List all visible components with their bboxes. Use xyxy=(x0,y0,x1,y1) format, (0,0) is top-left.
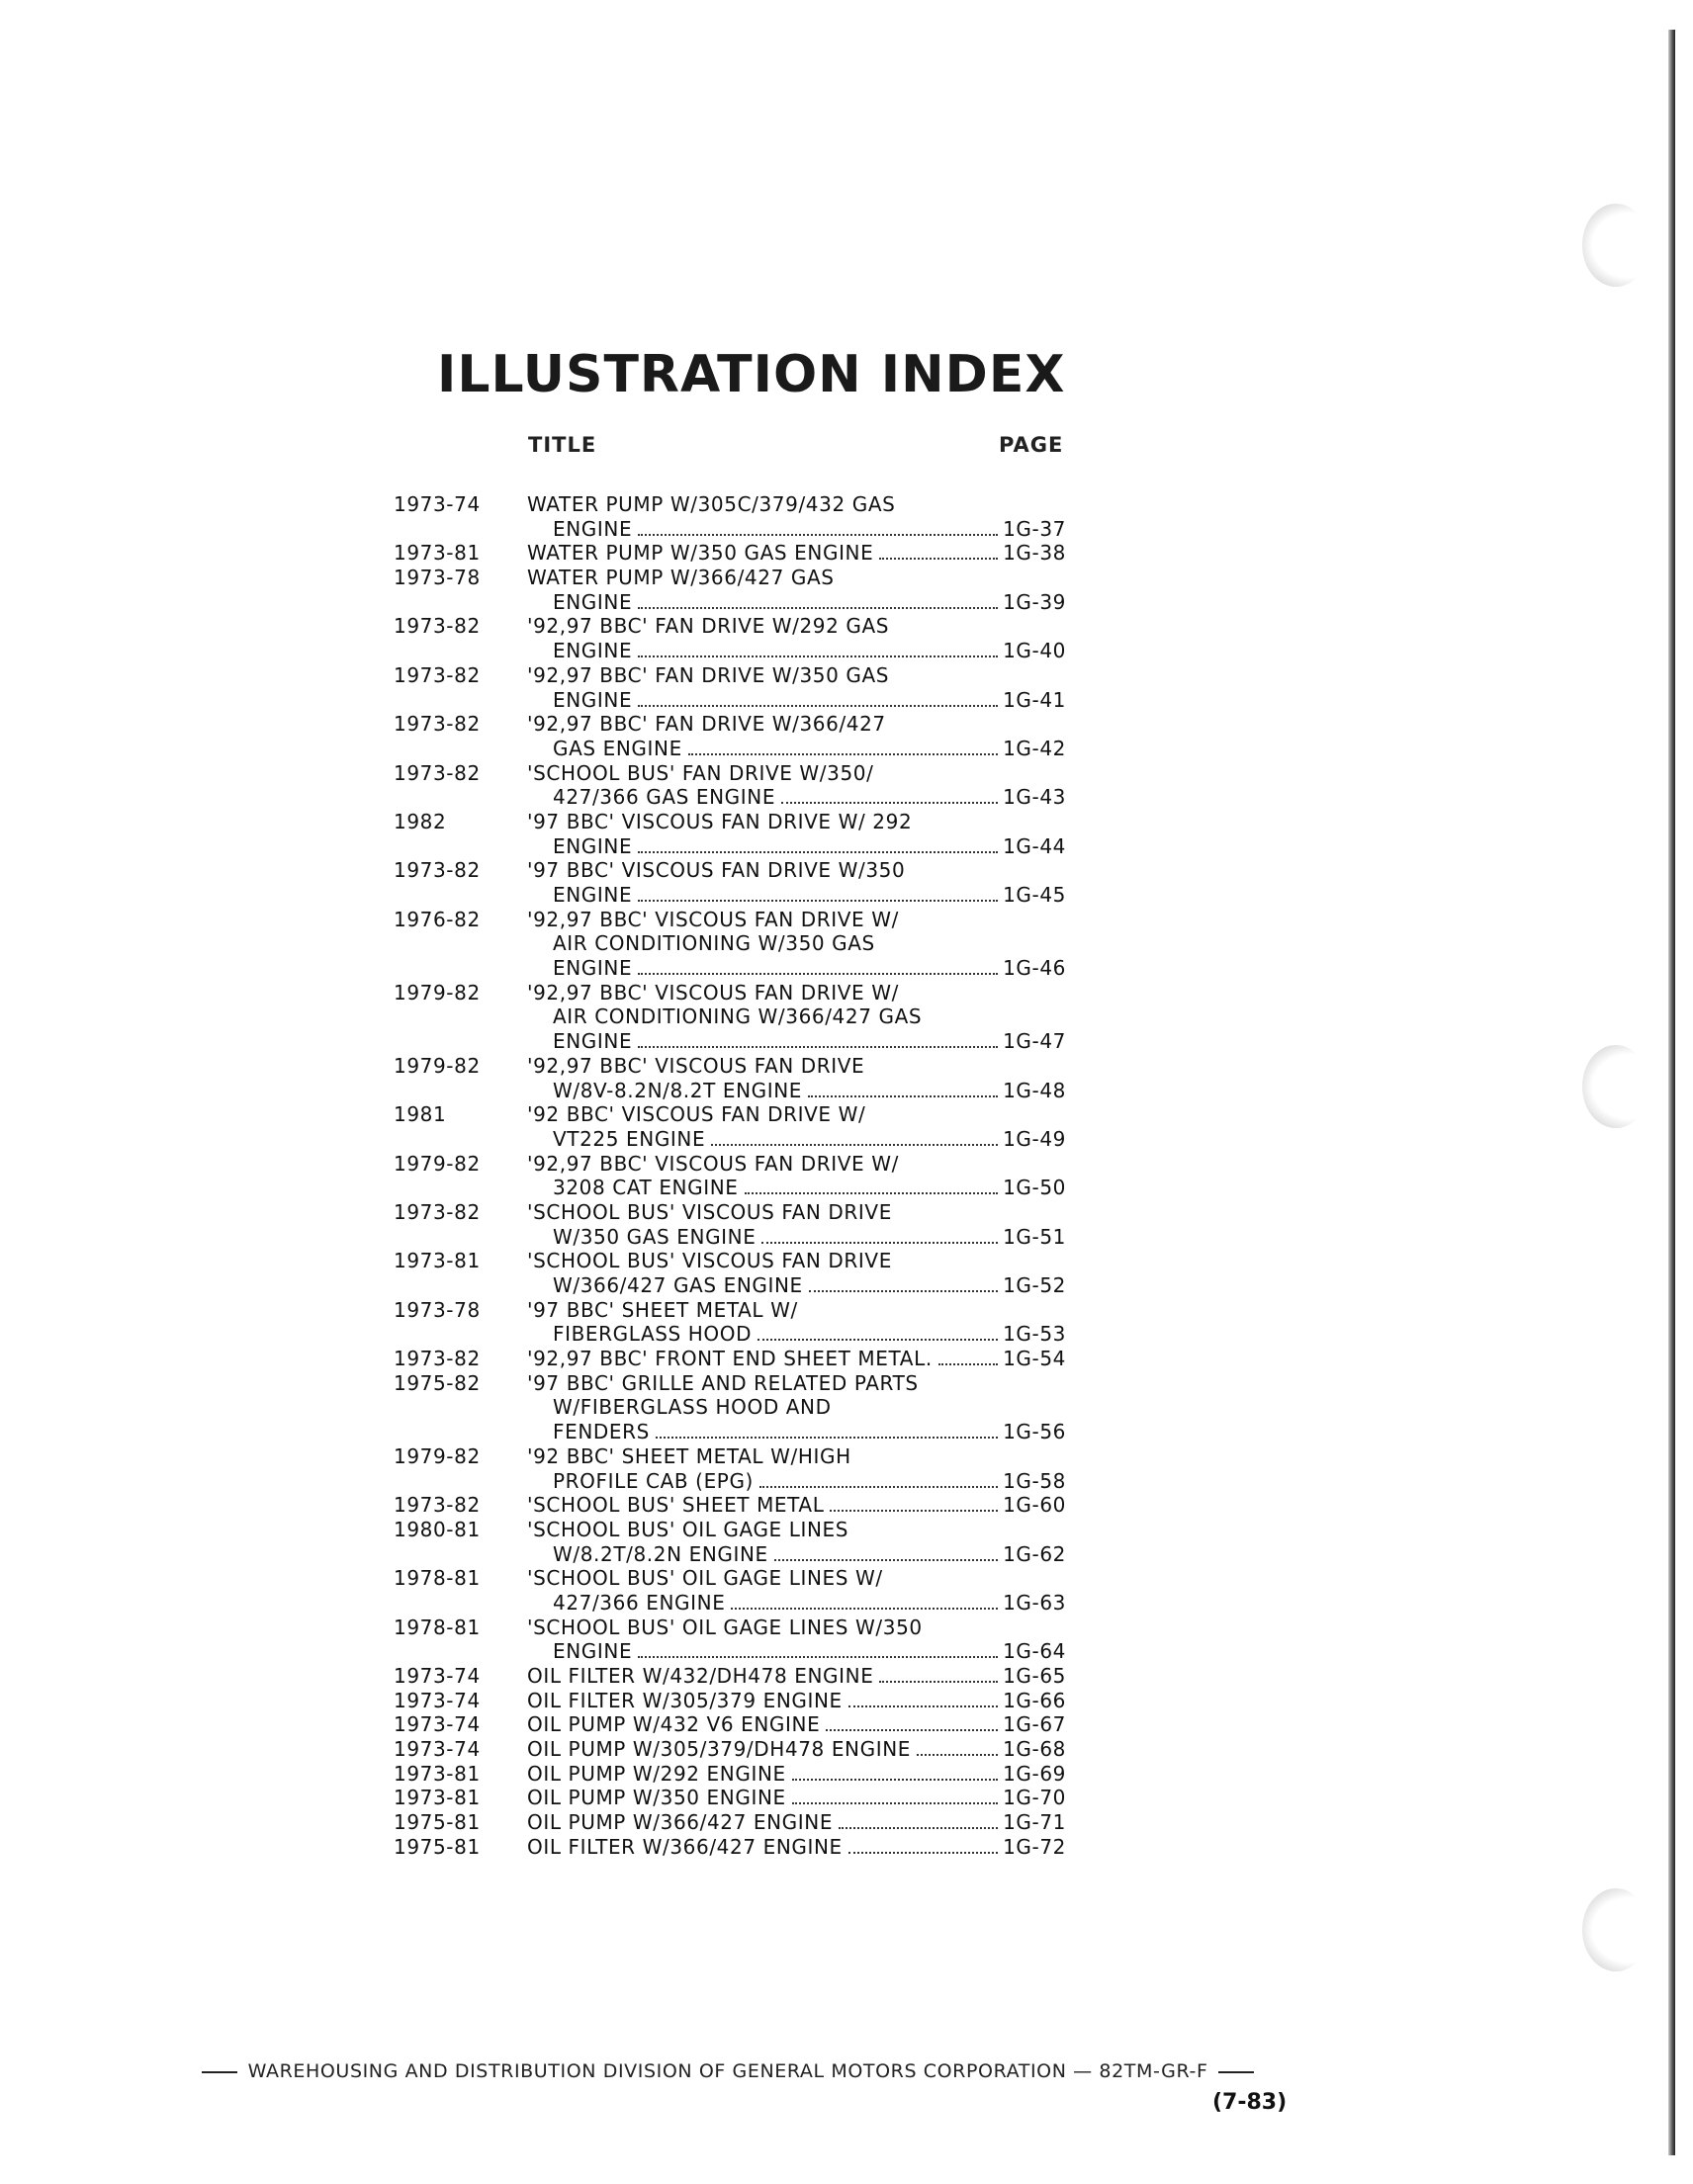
entry-title xyxy=(527,810,1066,858)
year-range: 1979-82 xyxy=(394,1151,481,1176)
title-line xyxy=(527,1371,1066,1396)
entry-title xyxy=(527,1835,1066,1860)
title-line xyxy=(527,1395,1066,1420)
title-text: '92,97 BBC' VISCOUS FAN DRIVE W/ xyxy=(527,907,899,931)
title-line xyxy=(527,981,1066,1005)
entry-title xyxy=(527,1664,1066,1689)
year-range: 1973-82 xyxy=(394,1493,481,1518)
title-line xyxy=(527,1005,1066,1029)
page-number: 1G-51 xyxy=(1003,1224,1066,1249)
title-line xyxy=(527,541,1066,566)
year-range: 1973-78 xyxy=(394,566,481,590)
title-line xyxy=(527,1054,1066,1079)
binder-hole xyxy=(1582,1888,1649,1971)
index-row xyxy=(394,663,1066,712)
dot-leader xyxy=(830,1510,998,1512)
year-range: 1973-81 xyxy=(394,1249,481,1273)
index-row xyxy=(394,1444,1066,1493)
dot-leader xyxy=(808,1095,998,1097)
title-line xyxy=(527,1127,1066,1152)
title-text: OIL FILTER W/366/427 ENGINE xyxy=(527,1834,843,1859)
footer-text: WAREHOUSING AND DISTRIBUTION DIVISION OF GENERAL MOTORS CORPORATION — 82TM-GR-F xyxy=(247,2060,1208,2082)
year-range: 1981 xyxy=(394,1102,447,1127)
index-row xyxy=(394,1493,1066,1518)
dot-leader xyxy=(879,558,998,560)
index-row xyxy=(394,1371,1066,1444)
title-text: ENGINE xyxy=(553,687,633,712)
entry-title xyxy=(527,541,1066,566)
entry-title xyxy=(527,1518,1066,1566)
page-number: 1G-50 xyxy=(1003,1176,1066,1200)
title-text: ENGINE xyxy=(553,1639,633,1664)
page-number: 1G-71 xyxy=(1003,1810,1066,1835)
dot-leader xyxy=(759,1486,998,1488)
title-text: ENGINE xyxy=(553,956,633,981)
title-text: '92,97 BBC' FRONT END SHEET METAL. xyxy=(527,1347,933,1371)
index-row xyxy=(394,614,1066,662)
index-row xyxy=(394,1566,1066,1615)
title-text: ENGINE xyxy=(553,833,633,858)
title-line xyxy=(527,492,1066,517)
title-text: WATER PUMP W/305C/379/432 GAS xyxy=(527,492,896,516)
title-text: ENGINE xyxy=(553,1029,633,1054)
title-line xyxy=(527,1469,1066,1494)
index-row xyxy=(394,1835,1066,1860)
year-range: 1978-81 xyxy=(394,1615,481,1639)
title-line xyxy=(527,883,1066,908)
title-line xyxy=(527,639,1066,663)
page-number: 1G-43 xyxy=(1003,785,1066,810)
year-range: 1979-82 xyxy=(394,1053,481,1078)
year-range: 1973-82 xyxy=(394,712,481,737)
binder-hole xyxy=(1582,204,1649,287)
entry-title xyxy=(527,1347,1066,1371)
title-text: OIL PUMP W/305/379/DH478 ENGINE xyxy=(527,1737,912,1762)
page-number: 1G-48 xyxy=(1003,1078,1066,1102)
title-text: '92 BBC' SHEET METAL W/HIGH xyxy=(527,1443,851,1468)
title-line xyxy=(527,1249,1066,1273)
title-line xyxy=(527,1639,1066,1664)
index-body xyxy=(394,492,1066,1860)
title-line xyxy=(527,931,1066,956)
title-line xyxy=(527,785,1066,810)
title-line xyxy=(527,1273,1066,1298)
index-row xyxy=(394,1054,1066,1102)
entry-title xyxy=(527,1786,1066,1810)
title-text: OIL PUMP W/350 ENGINE xyxy=(527,1786,786,1810)
entry-title xyxy=(527,1444,1066,1493)
page-number: 1G-63 xyxy=(1003,1590,1066,1615)
year-range: 1973-82 xyxy=(394,1347,481,1371)
entry-title xyxy=(527,1152,1066,1200)
year-range: 1973-82 xyxy=(394,662,481,687)
page-number: 1G-69 xyxy=(1003,1761,1066,1786)
title-line xyxy=(527,1518,1066,1542)
entry-title xyxy=(527,908,1066,981)
entry-title xyxy=(527,492,1066,541)
year-range: 1973-82 xyxy=(394,1199,481,1224)
index-row xyxy=(394,712,1066,760)
footer-rule-left xyxy=(202,2071,237,2073)
title-line xyxy=(527,1200,1066,1225)
title-text: ENGINE xyxy=(553,639,633,663)
title-text: W/366/427 GAS ENGINE xyxy=(553,1273,803,1297)
index-row xyxy=(394,1762,1066,1787)
title-text: '92,97 BBC' VISCOUS FAN DRIVE xyxy=(527,1053,865,1078)
index-row xyxy=(394,1712,1066,1737)
title-line xyxy=(527,761,1066,786)
page-number: 1G-52 xyxy=(1003,1273,1066,1297)
page-number: 1G-53 xyxy=(1003,1322,1066,1347)
title-line xyxy=(527,1591,1066,1616)
index-row xyxy=(394,541,1066,566)
year-range: 1973-82 xyxy=(394,760,481,785)
title-text: '97 BBC' VISCOUS FAN DRIVE W/350 xyxy=(527,858,906,883)
title-line xyxy=(527,1664,1066,1689)
dot-leader xyxy=(638,534,998,536)
entry-title xyxy=(527,1493,1066,1518)
title-text: OIL FILTER W/432/DH478 ENGINE xyxy=(527,1664,874,1688)
title-text: '92,97 BBC' VISCOUS FAN DRIVE W/ xyxy=(527,1151,899,1176)
dot-leader xyxy=(774,1559,998,1561)
page-number: 1G-62 xyxy=(1003,1541,1066,1566)
illustration-index-table xyxy=(394,492,1066,1860)
title-line xyxy=(527,810,1066,834)
title-text: OIL PUMP W/432 V6 ENGINE xyxy=(527,1712,821,1737)
year-range: 1973-74 xyxy=(394,1737,481,1762)
dot-leader xyxy=(792,1779,998,1781)
dot-leader xyxy=(792,1802,998,1804)
year-range: 1979-82 xyxy=(394,1443,481,1468)
year-range: 1982 xyxy=(394,809,447,833)
entry-title xyxy=(527,1249,1066,1297)
year-range: 1979-82 xyxy=(394,980,481,1005)
title-line xyxy=(527,517,1066,542)
title-text: AIR CONDITIONING W/350 GAS xyxy=(553,931,875,956)
title-text: 'SCHOOL BUS' VISCOUS FAN DRIVE xyxy=(527,1199,892,1224)
page-number: 1G-70 xyxy=(1003,1786,1066,1810)
title-line xyxy=(527,1835,1066,1860)
title-text: W/350 GAS ENGINE xyxy=(553,1224,757,1249)
year-range: 1973-74 xyxy=(394,1712,481,1737)
index-row xyxy=(394,810,1066,858)
index-row xyxy=(394,1298,1066,1347)
entry-title xyxy=(527,761,1066,810)
title-line xyxy=(527,712,1066,737)
title-line xyxy=(527,858,1066,883)
title-text: 'SCHOOL BUS' OIL GAGE LINES W/ xyxy=(527,1566,883,1591)
dot-leader xyxy=(848,1852,998,1854)
entry-title xyxy=(527,1102,1066,1151)
year-range: 1973-78 xyxy=(394,1297,481,1322)
binder-hole xyxy=(1582,1045,1649,1128)
page-number: 1G-58 xyxy=(1003,1468,1066,1493)
year-range: 1973-81 xyxy=(394,541,481,566)
title-line xyxy=(527,614,1066,639)
page-number: 1G-66 xyxy=(1003,1688,1066,1712)
dot-leader xyxy=(638,655,998,657)
title-line xyxy=(527,1737,1066,1762)
page-number: 1G-45 xyxy=(1003,883,1066,907)
title-text: 'SCHOOL BUS' SHEET METAL xyxy=(527,1493,825,1518)
year-range: 1973-74 xyxy=(394,1664,481,1688)
title-text: 3208 CAT ENGINE xyxy=(553,1176,739,1200)
dot-leader xyxy=(638,851,998,853)
dot-leader xyxy=(781,802,998,804)
title-line xyxy=(527,1079,1066,1103)
title-line xyxy=(527,1444,1066,1469)
title-line xyxy=(527,566,1066,590)
title-text: 427/366 ENGINE xyxy=(553,1590,726,1615)
column-header-title: TITLE xyxy=(528,433,597,457)
dot-leader xyxy=(656,1437,998,1439)
page-number: 1G-40 xyxy=(1003,639,1066,663)
revision-date: (7-83) xyxy=(1212,2090,1288,2115)
dot-leader xyxy=(917,1754,998,1756)
dot-leader xyxy=(757,1339,998,1341)
index-row xyxy=(394,1152,1066,1200)
title-text: OIL FILTER W/305/379 ENGINE xyxy=(527,1688,843,1712)
page-number: 1G-44 xyxy=(1003,833,1066,858)
page-number: 1G-65 xyxy=(1003,1664,1066,1688)
index-row xyxy=(394,1664,1066,1689)
year-range: 1975-81 xyxy=(394,1810,481,1835)
title-line xyxy=(527,1152,1066,1177)
year-range: 1973-82 xyxy=(394,614,481,639)
dot-leader xyxy=(638,607,998,609)
dot-leader xyxy=(638,1656,998,1658)
year-range: 1976-82 xyxy=(394,907,481,931)
entry-title xyxy=(527,1200,1066,1249)
dot-leader xyxy=(638,1046,998,1048)
title-text: WATER PUMP W/350 GAS ENGINE xyxy=(527,541,874,566)
dot-leader xyxy=(638,973,998,975)
index-row xyxy=(394,1102,1066,1151)
title-text: ENGINE xyxy=(553,589,633,614)
year-range: 1973-81 xyxy=(394,1761,481,1786)
index-row xyxy=(394,908,1066,981)
title-line xyxy=(527,1493,1066,1518)
entry-title xyxy=(527,1762,1066,1787)
page-number: 1G-46 xyxy=(1003,956,1066,981)
page-number: 1G-47 xyxy=(1003,1029,1066,1054)
title-line xyxy=(527,1420,1066,1444)
title-text: '97 BBC' SHEET METAL W/ xyxy=(527,1297,798,1322)
title-line xyxy=(527,1689,1066,1713)
title-line xyxy=(527,1029,1066,1054)
page-number: 1G-41 xyxy=(1003,687,1066,712)
page-number: 1G-67 xyxy=(1003,1712,1066,1737)
footer-rule-right xyxy=(1218,2071,1254,2073)
dot-leader xyxy=(638,900,998,902)
entry-title xyxy=(527,1689,1066,1713)
title-text: W/FIBERGLASS HOOD AND xyxy=(553,1395,832,1420)
dot-leader xyxy=(731,1608,998,1610)
year-range: 1973-74 xyxy=(394,492,481,516)
page-title: ILLUSTRATION INDEX xyxy=(437,345,1066,404)
entry-title xyxy=(527,858,1066,907)
page-number: 1G-72 xyxy=(1003,1834,1066,1859)
title-line xyxy=(527,1542,1066,1567)
title-text: 427/366 GAS ENGINE xyxy=(553,785,776,810)
title-text: '92,97 BBC' FAN DRIVE W/366/427 xyxy=(527,712,886,737)
page-number: 1G-68 xyxy=(1003,1737,1066,1762)
title-text: '92 BBC' VISCOUS FAN DRIVE W/ xyxy=(527,1102,866,1127)
dot-leader xyxy=(688,753,998,755)
entry-title xyxy=(527,663,1066,712)
entry-title xyxy=(527,1616,1066,1664)
year-range: 1978-81 xyxy=(394,1566,481,1591)
entry-title xyxy=(527,981,1066,1054)
title-line xyxy=(527,1712,1066,1737)
index-row xyxy=(394,1810,1066,1835)
title-text: '92,97 BBC' FAN DRIVE W/350 GAS xyxy=(527,662,890,687)
title-text: W/8V-8.2N/8.2T ENGINE xyxy=(553,1078,803,1102)
index-row xyxy=(394,492,1066,541)
title-text: GAS ENGINE xyxy=(553,736,682,760)
year-range: 1980-81 xyxy=(394,1517,481,1541)
column-header-page: PAGE xyxy=(999,433,1064,457)
index-row xyxy=(394,1689,1066,1713)
title-text: 'SCHOOL BUS' OIL GAGE LINES xyxy=(527,1517,849,1541)
index-row xyxy=(394,761,1066,810)
title-line xyxy=(527,1616,1066,1640)
dot-leader xyxy=(809,1290,998,1292)
year-range: 1975-81 xyxy=(394,1834,481,1859)
footer xyxy=(198,2060,1258,2082)
year-range: 1973-82 xyxy=(394,858,481,883)
title-text: '92,97 BBC' FAN DRIVE W/292 GAS xyxy=(527,614,890,639)
title-line xyxy=(527,590,1066,615)
index-row xyxy=(394,1200,1066,1249)
title-text: AIR CONDITIONING W/366/427 GAS xyxy=(553,1005,923,1029)
page-number: 1G-39 xyxy=(1003,589,1066,614)
page-number: 1G-54 xyxy=(1003,1347,1066,1371)
dot-leader xyxy=(638,705,998,707)
title-line xyxy=(527,908,1066,932)
page-number: 1G-49 xyxy=(1003,1126,1066,1151)
index-row xyxy=(394,1616,1066,1664)
title-line xyxy=(527,1322,1066,1347)
page-number: 1G-60 xyxy=(1003,1493,1066,1518)
page-number: 1G-38 xyxy=(1003,541,1066,566)
title-line xyxy=(527,1762,1066,1787)
title-line xyxy=(527,956,1066,981)
title-text: WATER PUMP W/366/427 GAS xyxy=(527,566,835,590)
entry-title xyxy=(527,614,1066,662)
title-line xyxy=(527,1810,1066,1835)
title-text: FENDERS xyxy=(553,1420,650,1444)
title-line xyxy=(527,1347,1066,1371)
dot-leader xyxy=(879,1681,998,1683)
dot-leader xyxy=(938,1363,998,1365)
title-text: OIL PUMP W/292 ENGINE xyxy=(527,1761,786,1786)
page-number: 1G-56 xyxy=(1003,1420,1066,1444)
title-text: W/8.2T/8.2N ENGINE xyxy=(553,1541,768,1566)
title-text: FIBERGLASS HOOD xyxy=(553,1322,753,1347)
title-line xyxy=(527,1102,1066,1127)
index-row xyxy=(394,1347,1066,1371)
index-row xyxy=(394,566,1066,614)
title-text: '97 BBC' GRILLE AND RELATED PARTS xyxy=(527,1370,919,1395)
title-line xyxy=(527,1225,1066,1250)
dot-leader xyxy=(826,1729,998,1731)
entry-title xyxy=(527,566,1066,614)
index-row xyxy=(394,858,1066,907)
title-text: 'SCHOOL BUS' FAN DRIVE W/350/ xyxy=(527,760,874,785)
dot-leader xyxy=(848,1705,998,1707)
title-line xyxy=(527,737,1066,761)
entry-title xyxy=(527,1054,1066,1102)
entry-title xyxy=(527,1737,1066,1762)
title-text: ENGINE xyxy=(553,883,633,907)
entry-title xyxy=(527,1371,1066,1444)
entry-title xyxy=(527,1566,1066,1615)
title-text: 'SCHOOL BUS' VISCOUS FAN DRIVE xyxy=(527,1249,892,1273)
title-text: OIL PUMP W/366/427 ENGINE xyxy=(527,1810,834,1835)
title-text: ENGINE xyxy=(553,516,633,541)
entry-title xyxy=(527,1810,1066,1835)
index-row xyxy=(394,1249,1066,1297)
year-range: 1973-81 xyxy=(394,1786,481,1810)
title-line xyxy=(527,834,1066,859)
index-row xyxy=(394,1786,1066,1810)
entry-title xyxy=(527,1298,1066,1347)
title-line xyxy=(527,1566,1066,1591)
title-text: PROFILE CAB (EPG) xyxy=(553,1468,754,1493)
index-row xyxy=(394,1518,1066,1566)
page-number: 1G-42 xyxy=(1003,736,1066,760)
dot-leader xyxy=(839,1827,998,1829)
index-row xyxy=(394,1737,1066,1762)
title-line xyxy=(527,688,1066,713)
index-row xyxy=(394,981,1066,1054)
entry-title xyxy=(527,1712,1066,1737)
page-number: 1G-37 xyxy=(1003,516,1066,541)
title-line xyxy=(527,663,1066,688)
entry-title xyxy=(527,712,1066,760)
dot-leader xyxy=(761,1242,998,1244)
title-text: '92,97 BBC' VISCOUS FAN DRIVE W/ xyxy=(527,980,899,1005)
year-range: 1973-74 xyxy=(394,1688,481,1712)
title-text: 'SCHOOL BUS' OIL GAGE LINES W/350 xyxy=(527,1615,923,1639)
title-line xyxy=(527,1176,1066,1200)
title-line xyxy=(527,1298,1066,1323)
dot-leader xyxy=(711,1144,998,1146)
page-number: 1G-64 xyxy=(1003,1639,1066,1664)
title-text: '97 BBC' VISCOUS FAN DRIVE W/ 292 xyxy=(527,809,913,833)
title-line xyxy=(527,1786,1066,1810)
page-edge-shadow xyxy=(1668,30,1675,2155)
title-text: VT225 ENGINE xyxy=(553,1126,706,1151)
year-range: 1975-82 xyxy=(394,1370,481,1395)
dot-leader xyxy=(745,1192,999,1194)
